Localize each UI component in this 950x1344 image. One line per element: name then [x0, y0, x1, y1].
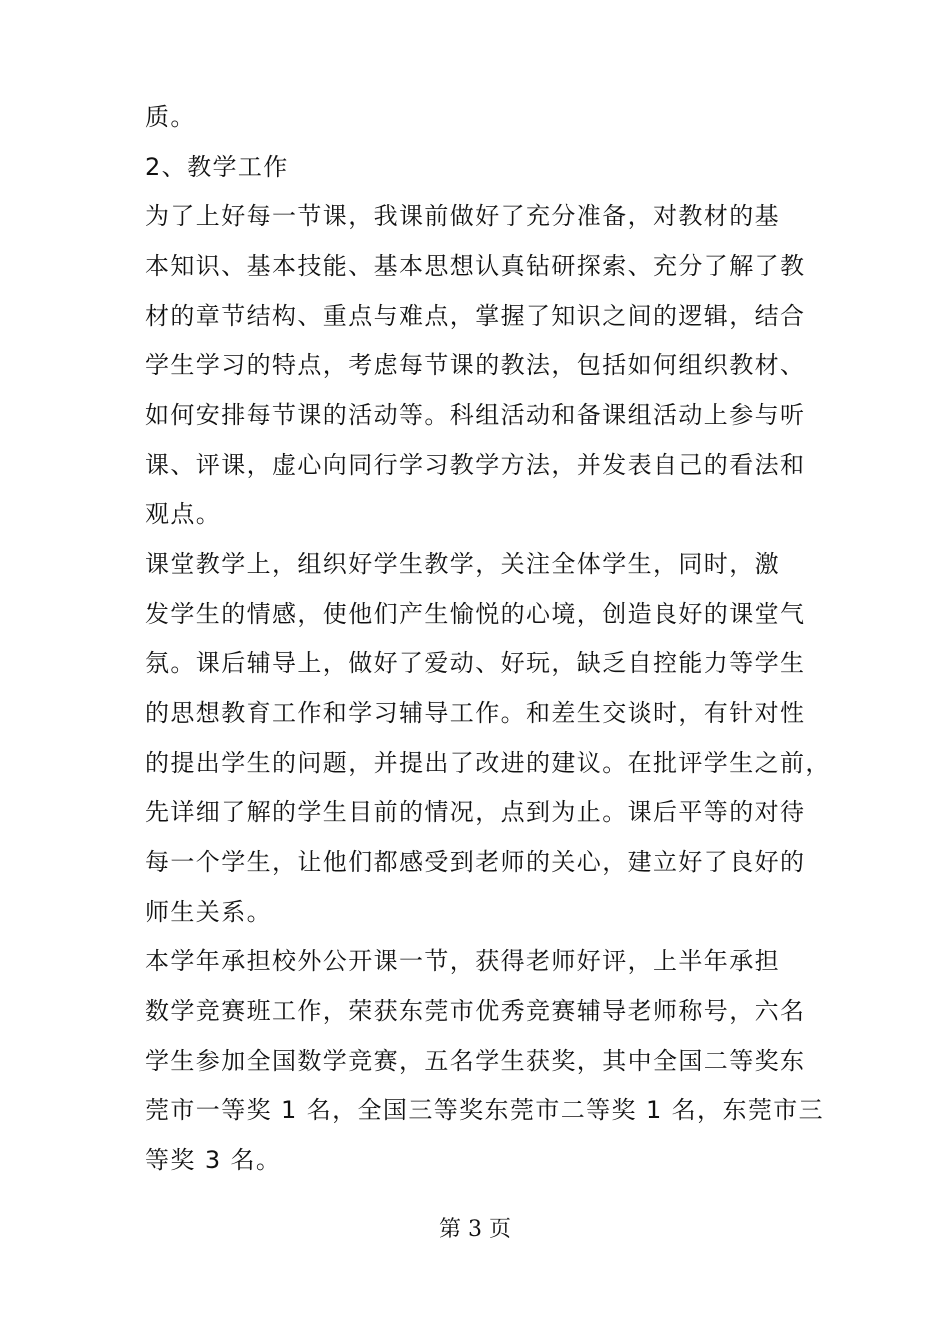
text-line: 先详细了解的学生目前的情况，点到为止。课后平等的对待: [145, 798, 806, 826]
page-number: 第 3 页: [439, 1217, 511, 1242]
text-line: 莞市一等奖 1 名，全国三等奖东莞市二等奖 1 名，东莞市三: [145, 1096, 825, 1124]
text-line: 课堂教学上，组织好学生教学，关注全体学生，同时，激: [145, 550, 780, 578]
text-line: 质。: [145, 103, 196, 131]
section-heading: 2、教学工作: [145, 153, 289, 181]
text-line: 材的章节结构、重点与难点，掌握了知识之间的逻辑，结合: [145, 302, 806, 330]
text-line: 的提出学生的问题，并提出了改进的建议。在批评学生之前，: [145, 749, 831, 777]
text-line: 数学竞赛班工作，荣获东莞市优秀竞赛辅导老师称号，六名: [145, 997, 806, 1025]
text-line: 的思想教育工作和学习辅导工作。和差生交谈时，有针对性: [145, 699, 806, 727]
text-line: 本知识、基本技能、基本思想认真钻研探索、充分了解了教: [145, 252, 806, 280]
text-line: 每一个学生，让他们都感受到老师的关心，建立好了良好的: [145, 848, 806, 876]
text-line: 课、评课，虚心向同行学习教学方法，并发表自己的看法和: [145, 451, 806, 479]
text-line: 学生学习的特点，考虑每节课的教法，包括如何组织教材、: [145, 351, 806, 379]
text-line: 学生参加全国数学竞赛，五名学生获奖，其中全国二等奖东: [145, 1047, 806, 1075]
text-line: 观点。: [145, 500, 222, 528]
text-line: 如何安排每节课的活动等。科组活动和备课组活动上参与听: [145, 401, 806, 429]
text-line: 师生关系。: [145, 898, 272, 926]
text-line: 等奖 3 名。: [145, 1146, 282, 1174]
text-line: 本学年承担校外公开课一节，获得老师好评，上半年承担: [145, 947, 780, 975]
text-line: 为了上好每一节课，我课前做好了充分准备，对教材的基: [145, 202, 780, 230]
text-line: 发学生的情感，使他们产生愉悦的心境，创造良好的课堂气: [145, 600, 806, 628]
text-line: 氛。课后辅导上，做好了爱动、好玩，缺乏自控能力等学生: [145, 649, 806, 677]
